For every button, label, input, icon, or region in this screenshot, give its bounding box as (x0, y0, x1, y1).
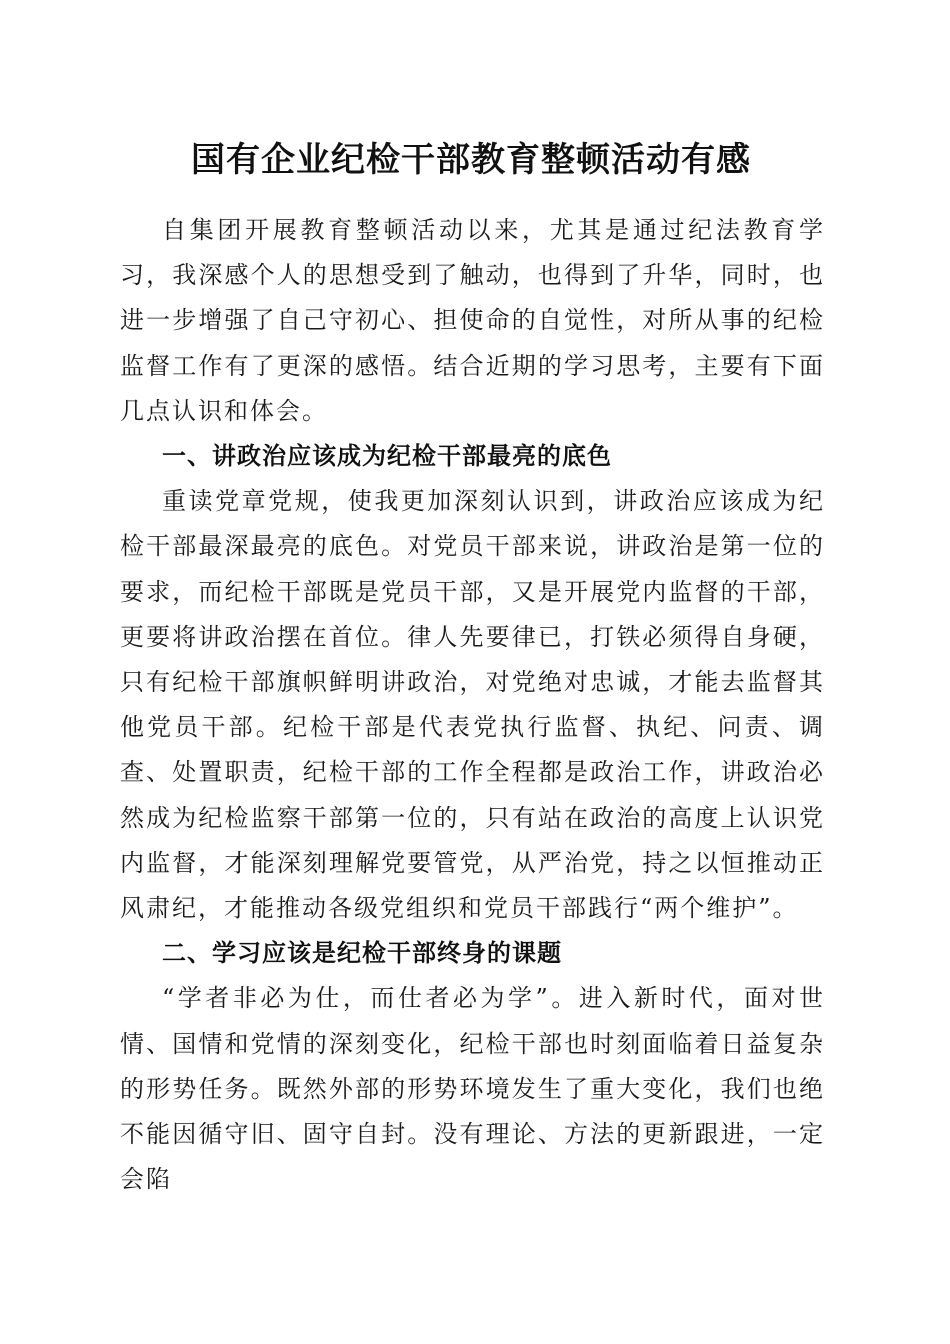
intro-paragraph: 自集团开展教育整顿活动以来，尤其是通过纪法教育学习，我深感个人的思想受到了触动，也得到了升华，同时，也进一步增强了自己守初心、担使命的自觉性，对所从事的纪检监督工作有了更深的感悟。结合近期的学习思考，主要有下面几点认识和体会。 (120, 216, 825, 425)
section-heading-2: 二、学习应该是纪检干部终身的课题 (162, 939, 562, 968)
section-heading-1: 一、讲政治应该成为纪检干部最亮的底色 (162, 442, 612, 471)
document-title: 国有企业纪检干部教育整顿活动有感 (191, 140, 751, 180)
document-body (120, 208, 825, 1202)
section-paragraph-1: 重读党章党规，使我更加深刻认识到，讲政治应该成为纪检干部最深最亮的底色。对党员干部来说，讲政治是第一位的要求，而纪检干部既是党员干部，又是开展党内监督的干部，更要将讲政治摆在首位。律人先要律已，打铁必须得自身硬，只有纪检干部旗帜鲜明讲政治，对党绝对忠诚，才能去监督其他党员干部。纪检干部是代表党执行监督、执纪、问责、调查、处置职责，纪检干部的工作全程都是政治工作，讲政治必然成为纪检监察干部第一位的，只有站在政治的高度上认识党内监督，才能深刻理解党要管党，从严治党，持之以恒推动正风肃纪，才能推动各级党组织和党员干部践行“两个维护”。 (120, 487, 825, 923)
section-paragraph-2: “学者非必为仕，而仕者必为学”。进入新时代，面对世情、国情和党情的深刻变化，纪检干部也时刻面临着日益复杂的形势任务。既然外部的形势环境发生了重大变化，我们也绝不能因循守旧、固守自封。没有理论、方法的更新跟进，一定会陷 (120, 984, 825, 1194)
